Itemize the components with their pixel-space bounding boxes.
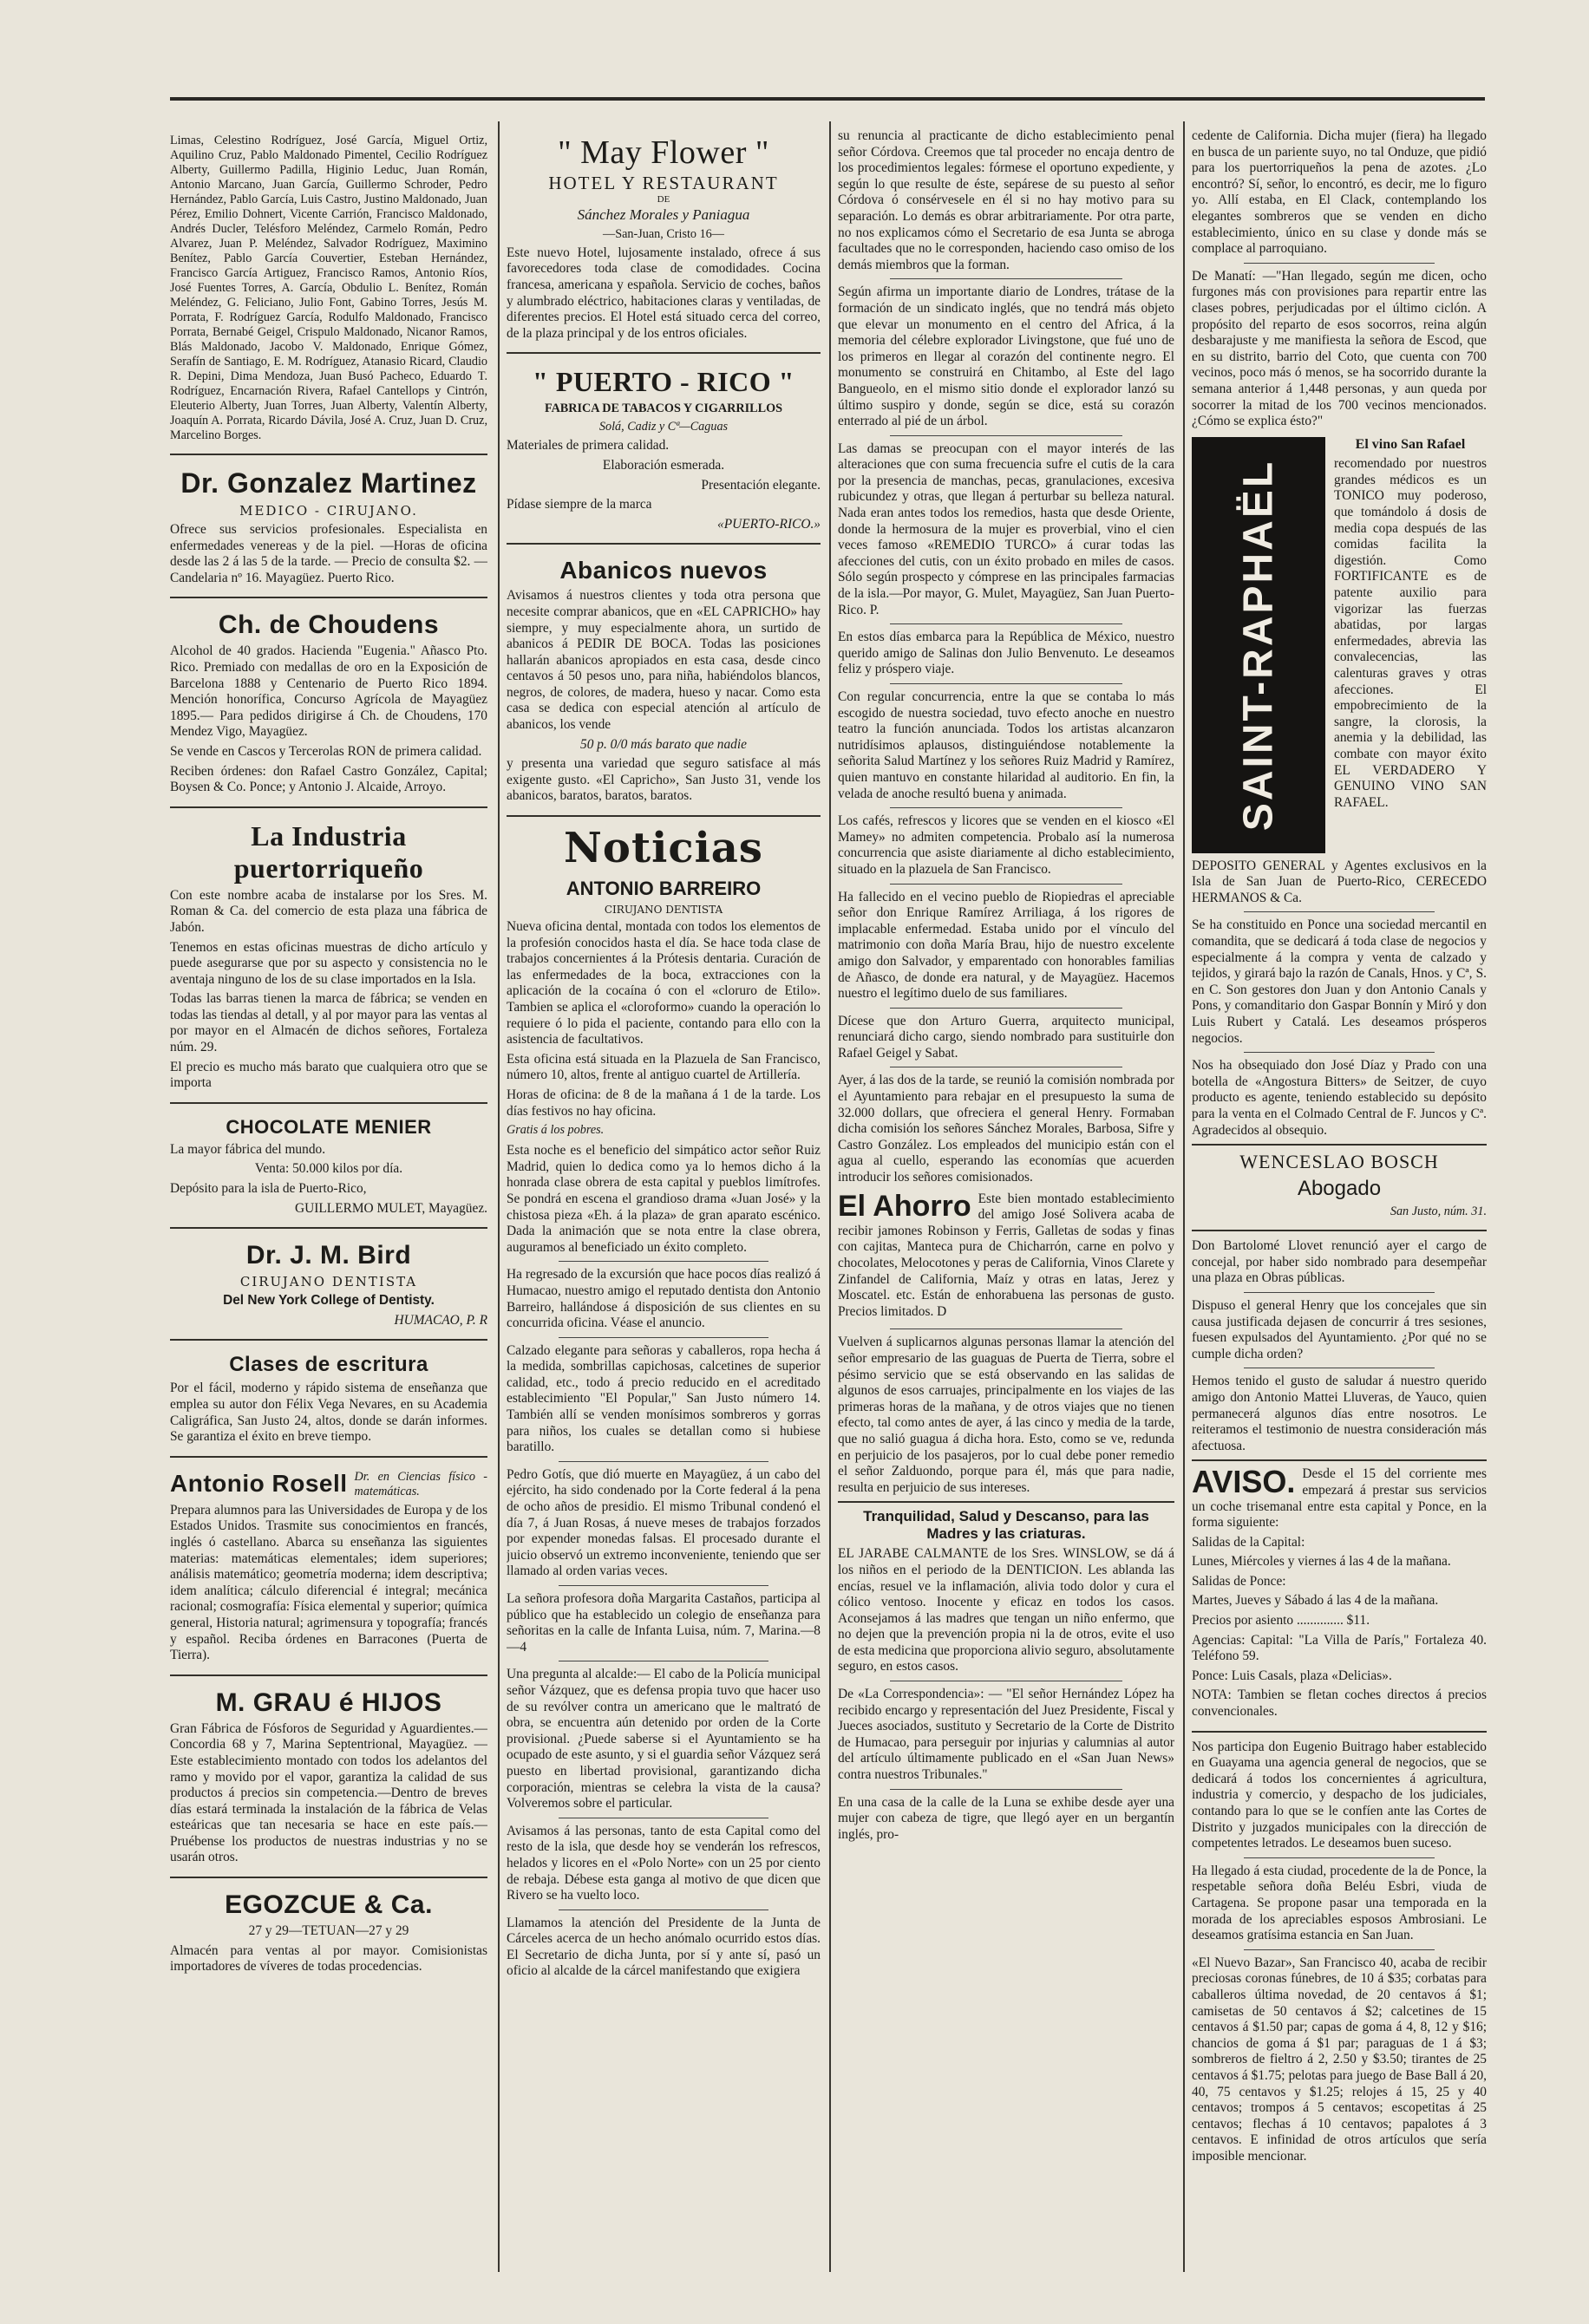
ad-escritura-title: Clases de escritura — [229, 1353, 428, 1377]
names-list-block — [170, 128, 487, 455]
ad-mayflower-dateline: —San-Juan, Cristo 16— — [603, 226, 724, 241]
news-item: La señora profesora doña Margarita Castaños, participa al público que ha establecido un colegio de enseñanza para señoritas en la calle de Infanta Luisa, núm. 7, Marina.—8—4 — [507, 1591, 821, 1655]
ad-aviso-l3: Salidas de Ponce: — [1192, 1573, 1286, 1589]
news-item: Se ha constituido en Ponce una sociedad mercantil en comandita, que se dedicará á toda clase de negocios y especialmente á la compra y venta de calzado y tejidos, y girará bajo la razón de Canals, Hnos. y Cª, S. en C. Son gestores don Juan y don Antonio Canals y Pons, y comanditario don Gaspar Bonnín y Miró y don Luis Rubert y Catalá. Les deseamos prósperos negocios. — [1192, 917, 1487, 1046]
ad-aviso-body: Desde el 15 del corriente mes empezará á prestar sus servicios un coche trisemanal entre esta capital y Ponce, en la forma siguiente: — [1192, 1466, 1487, 1531]
ad-bosch-address: San Justo, núm. 31. — [1390, 1204, 1487, 1219]
ad-rosell — [170, 1465, 487, 1676]
ad-aviso-title: AVISO. — [1192, 1466, 1296, 1500]
ad-rosell-body: Prepara alumnos para las Universidades de Europa y de los Estados Unidos. Trasmite sus conocimientos en francés, inglés ó castellano. Abarca su enseñanza las siguientes materias: matemáticas elementales; idem superiores; análisis matemático; geometría moderna; idem descriptiva; idem analítica; cálculo diferencial é integral; mecánica racional; cosmografía: Física elemental y superior; química general, Historia natural; agrimensura y topografía; francés y español. Reciba órdenes en Barracones (Puerta de Tierra). — [170, 1502, 487, 1663]
news-item: Avisamos á las personas, tanto de esta Capital como del resto de la isla, que desde hoy se venderán los refrescos, helados y licores en el «Polo Norte» con un 25 por ciento de rebaja. Débese esta ganga al motivo de que dicen que Rivero se ha vuelto loco. — [507, 1823, 821, 1903]
ad-mayflower — [507, 128, 821, 354]
ad-choudens-body-3: Reciben órdenes: don Rafael Castro González, Capital; Boysen & Co. Ponce; y Antonio J. Alcaide, Arroyo. — [170, 763, 487, 795]
ad-grau-body: Gran Fábrica de Fósforos de Seguridad y Aguardientes.—Concordia 68 y 7, Marina Septentrional, Mayagüez. — Este establecimiento montado con todos los adelantos del ramo y movido por el vapor, garantiza la calidad de sus productos á precios sin competencia.—Dentro de breves días estará terminada la instalación de la fábrica de Velas esteáricas que tan necesaria se hace en este país.—Pruébense los productos de nuestras industrias y no se usarán otros. — [170, 1720, 487, 1865]
ad-industria — [170, 815, 487, 1104]
ad-abanicos-body: Avisamos á nuestros clientes y toda otra persona que necesite comprar abanicos, que en «EL CAPRICHO» hay siempre, y muy especialmente ahora, un surtido de abanicos á PEDIR DE BOCA. Todas las posiciones hallarán abanicos apropiados en esta casa, desde cinco centavos á 50 pesos uno, para niña, habiéndolos blancos, negros, de colores, de madera, hueso y nacar. Como esta casa se dedica con especial atención al artículo de abanicos, los vende — [507, 588, 821, 733]
ad-abanicos-body-2: y presenta una variedad que seguro satisface al más exigente gusto. «El Capricho», San Justo 31, vende los abanicos, baratos, baratos, baratos. — [507, 756, 821, 804]
news-item: En estos días embarca para la República de México, nuestro querido amigo de Salinas don Julio Benvenuto. Le deseamos feliz y próspero viaje. — [838, 630, 1174, 677]
ad-ahorro-title: El Ahorro — [838, 1191, 971, 1223]
saint-raphael-heading: El vino San Rafael — [1355, 436, 1466, 452]
separator — [890, 623, 1122, 624]
ad-saint-raphael — [1192, 437, 1487, 858]
news-item: Ha regresado de la excursión que hace pocos días realizó á Humacao, nuestro amigo el reputado dentista don Antonio Barreiro, hallándose á disposición de sus clientes en su concurrida oficina. Véase el anuncio. — [507, 1267, 821, 1331]
ad-menier — [170, 1111, 487, 1229]
section-title-noticias: Noticias — [564, 824, 763, 873]
ad-mayflower-title: " May Flower " — [558, 134, 769, 171]
ad-abanicos-italic: 50 p. 0/0 más barato que nadie — [580, 736, 747, 752]
news-item: Don Bartolomé Llovet renunció ayer el cargo de concejal, por haber sido nombrado para desempeñar una plaza en Obras públicas. — [1192, 1238, 1487, 1286]
ad-bird-place: HUMACAO, P. R — [394, 1312, 487, 1328]
column-2 — [507, 128, 821, 2263]
ad-mayflower-de: DE — [657, 193, 670, 205]
column-1 — [170, 128, 487, 2263]
news-item: Los cafés, refrescos y licores que se venden en el kiosco «El Mamey» no admiten competencia. Probalo así la numerosa concurrencia que asiste diariamente al dicho establecimiento, situado en la plazuela de San Francisco. — [838, 813, 1174, 877]
ad-grau-title: M. GRAU é HIJOS — [215, 1688, 442, 1717]
ad-aviso-l5: Precios por asiento .............. $11. — [1192, 1613, 1370, 1629]
ad-escritura-body: Por el fácil, moderno y rápido sistema de enseñanza que emplea su autor don Félix Vega Nevares, en su Academia Caligráfica, San Justo 24, altos, donde se darán informes. Se garantiza el éxito en breve tiempo. — [170, 1381, 487, 1445]
ad-industria-title: La Industria puertorriqueño — [233, 819, 424, 884]
news-item: Esta noche es el beneficio del simpático actor señor Ruiz Madrid, quien lo dedica como ya lo hemos dicho á la honrada clase obrera de esta capital y pueblos limítrofes. Se pondrá en escena el grandioso drama «Juan José» y la chistosa pieza «Eh. á la plaza» de gran aparato escénico. Dada la animación que se nota entre la clase obrera, auguramos al beneficiado un éxito completo. — [507, 1143, 821, 1255]
ad-puertorico-l4: Pídase siempre de la marca — [507, 497, 652, 512]
separator — [890, 807, 1122, 808]
ad-bird — [170, 1236, 487, 1341]
separator — [559, 1337, 768, 1338]
news-item: Pedro Gotís, que dió muerte en Mayagüez, á un cabo del ejército, ha sido condenado por la Corte federal á la pena de ocho años de presidio. El mismo Tribunal condenó el día 7, á Juan Rosas, á nueve meses de trabajos forzados por expender monedas falsas. El procesado durante el juicio observó un extremo inconveniente, teniendo que ser llamado al orden varias veces. — [507, 1466, 821, 1579]
ad-menier-body-1: La mayor fábrica del mundo. — [170, 1141, 326, 1157]
ad-bosch-name: WENCESLAO BOSCH — [1239, 1151, 1439, 1173]
ad-bosch-title: Abogado — [1297, 1177, 1382, 1201]
separator — [1244, 1857, 1435, 1858]
column-rule-3 — [1183, 121, 1185, 2272]
separator — [1244, 911, 1435, 912]
ad-rosell-title: Antonio Rosell — [170, 1469, 348, 1497]
separator — [559, 1461, 768, 1462]
ad-industria-body-2: Tenemos en estas oficinas muestras de dicho artículo y puede asegurarse que por su aspecto y consistencia no le aventaja ninguno de los de su clase importados en la Isla. — [170, 939, 487, 987]
separator — [559, 1585, 768, 1586]
news-item: Ayer, á las dos de la tarde, se reunió la comisión nombrada por el Ayuntamiento para rebajar en el presupuesto la suma de 32.000 dollars, que ofreciera el general Henry. Formaban dicha comisión los señores Sánchez Morales, Barbosa, Sifre y Castro González. Los empleados del municipio están con el agua al cuello, esperando las economías que acuerden introducir los señores comisionados. — [838, 1073, 1174, 1185]
separator — [1244, 1052, 1435, 1053]
ad-menier-body-3: Depósito para la isla de Puerto-Rico, — [170, 1181, 367, 1197]
separator — [890, 1789, 1122, 1790]
separator — [1244, 1949, 1435, 1950]
column-4 — [1192, 128, 1487, 2263]
ad-bosch — [1192, 1144, 1487, 1231]
news-item: Nos ha obsequiado don José Díaz y Prado con una botella de «Angostura Bitters» de Seitzer, de cuyo producto es agente, teniendo establecido su depósito para la venta en el Colmado Central de F. Juncos y Cª. Agradecidos al obsequio. — [1192, 1058, 1487, 1138]
ad-ahorro — [838, 1191, 1174, 1324]
news-item: su renuncia al practicante de dicho establecimiento penal señor Córdova. Creemos que tal proceder no encaja dentro de los procedimientos legales: fórmese el oportuno expediente, y según lo que resulte de éste, sepárese de su puesto al señor Córdova ó consérvesele en él si no hay motivo para su separación. Lo demás es obrar arbitrariamente. Por otra parte, no nos explicamos cómo el Secretario de esa Junta se abroga facultades que no le corresponden, haciendo caso omiso de los demás miembros que la forman. — [838, 128, 1174, 272]
news-item: En una casa de la calle de la Luna se exhibe desde ayer una mujer con cabeza de tigre, que llegó ayer en un bergantín inglés, pro- — [838, 1794, 1174, 1842]
ad-puertorico-title: " PUERTO - RICO " — [533, 366, 794, 398]
ad-industria-body-1: Con este nombre acaba de instalarse por los Sres. M. Roman & Ca. del comercio de esta plaza una fábrica de Jabón. — [170, 887, 487, 935]
ad-mayflower-body: Este nuevo Hotel, lujosamente instalado, ofrece á sus favorecedores toda clase de comodidades. Cocina francesa, americana y española. Servicio de coches, baños y alumbrado eléctrico, habitaciones claras y ventiladas, de diferentes precios. El Hotel está situado cerca del correo, de la plaza principal y de los entros oficiales. — [507, 245, 821, 341]
ad-aviso-l8: NOTA: Tambien se fletan coches directos á precios convencionales. — [1192, 1688, 1487, 1720]
notice-barreiro-sub: CIRUJANO DENTISTA — [604, 904, 723, 917]
news-item: Dispuso el general Henry que los concejales que sin causa justificada dejasen de concurrir á tres sesiones, fuesen expulsados del Ayuntamiento. ¿Por qué no se cumple dicha orden? — [1192, 1297, 1487, 1361]
news-item: cedente de California. Dicha mujer (fiera) ha llegado en busca de un pariente suyo, no tal Onduze, que pidió para los puertorriqueños la pena de azotes. ¿Lo encontró? Sí, señor, lo encontró, es decir, me lo figuro yo. Allí estaba, en El Clack, contemplando los elegantes sombreros que se venden en dicho establecimiento, único en su clase y donde más se complace al parroquiano. — [1192, 128, 1487, 257]
news-item: Ha fallecido en el vecino pueblo de Riopiedras el apreciable señor don Enrique Ramírez Arriliaga, á los rigores de implacable enfermedad. Estaba unido por el vínculo del matrimonio con doña María Brau, hijo de nuestro excelente amigo don Salvador, y emparentado con honorables familias de Añasco, de donde era natural, y de Mayagüez. Hacemos nuestro el legítimo duelo de sus familiares. — [838, 889, 1174, 1002]
separator — [890, 1008, 1122, 1009]
separator — [890, 683, 1122, 684]
ad-choudens-body-1: Alcohol de 40 grados. Hacienda "Eugenia." Añasco Pto. Rico. Premiado con medallas de oro en la Exposición de Barcelona 1888 y Centenario de Puerto Rico 1894. Mención honorífica, Concurso Agrícola de Mayagüez 1895.— Para pedidos dirigirse á Ch. de Choudens, 170 Mendez Vigo, Mayagüez. — [170, 643, 487, 740]
news-item: Nos participa don Eugenio Buitrago haber establecido en Guayama una agencia general de negocios, que se dedicará á todos los concernientes á agricultura, industria y comercio, y despacho de los judiciales, contando para lo que se le confíen ante las Cortes de Distrito y juzgados municipales con la dirección de competentes letrados. Le deseamos buen suceso. — [1192, 1739, 1487, 1851]
ad-choudens-body-2: Se vende en Cascos y Tercerolas RON de primera calidad. — [170, 743, 482, 759]
ad-abanicos-title: Abanicos nuevos — [559, 557, 768, 584]
separator — [890, 884, 1122, 885]
ad-puertorico-sub: FABRICA DE TABACOS Y CIGARRILLOS — [544, 401, 783, 416]
news-item: Dícese que don Arturo Guerra, arquitecto municipal, renunciará dicho cargo, siendo nombrado para sustituirle don Rafael Geigel y Sabat. — [838, 1013, 1174, 1061]
separator — [1244, 263, 1435, 264]
ad-bird-college: Del New York College of Dentisty. — [223, 1293, 435, 1309]
ad-aviso-l6: Agencias: Capital: "La Villa de París," Fortaleza 40. Teléfono 59. — [1192, 1632, 1487, 1664]
ad-aviso — [1192, 1459, 1487, 1732]
ad-puertorico-l1: Materiales de primera calidad. — [507, 438, 670, 454]
news-item: Las damas se preocupan con el mayor interés de las alteraciones que con suma frecuencia sufre el cutis de la cara por la presencia de manchas, pecas, granulaciones, excesiva rubicundez y otras, que llegan á perturbar su belleza natural. Nada eran antes todos los remedios, hasta que desde Oriente, donde la hermosura de la mujer es proverbial, vino el cien veces famoso «REMEDIO TURCO» á curar todas las afecciones del cutis, con un éxito probado en miles de casos. Sólo según prospecto y cómprese en las principales farmacias de la isla.—Por mayor, G. Mulet, Mayagüez, San Juan Puerto-Rico. P. — [838, 441, 1174, 617]
news-item: «El Nuevo Bazar», San Francisco 40, acaba de recibir preciosas coronas fúnebres, de 10 á $35; corbatas para caballeros última novedad, de 20 centavos á $1; camisetas de 50 centavos á $2; calcetines de 15 centavos á $1.50 par; capas de goma á 4, 8, 12 y $16; chancios de goma á $1 par; paraguas de 1 á $3; sombreros de fieltro á 2, 2.50 y $3.50; tirantes de 25 centavos á $1.75; pelotas para juego de Base Ball á 20, 40, 75 centavos y $1.25; relojes á 15, 25 y 40 centavos; trompos á 5 centavos; escopetitas á 25 centavos; flechas á 10 centavos; papalotes á 3 centavos. E infinidad de otros artículos que sería imposible mencionar. — [1192, 1955, 1487, 2164]
ad-aviso-l1: Salidas de la Capital: — [1192, 1534, 1305, 1550]
notice-barreiro-title: ANTONIO BARREIRO — [566, 878, 762, 900]
news-item: Con regular concurrencia, entre la que se contaba lo más escogido de nuestra sociedad, tuvo efecto anoche en nuestro teatro la función anunciada. Todos los artistas alcanzaron nutridísimos aplausos, distinguiéndose notablemente la señorita Salud Martínez y los señores Ruiz Madrid y Ramírez, quien mantuvo en constante hilaridad al auditorio. En fin, la velada de anoche resultó buena y animada. — [838, 689, 1174, 801]
ad-mayflower-hotel: HOTEL Y RESTAURANT — [548, 173, 779, 193]
notice-barreiro-body-1: Nueva oficina dental, montada con todos los elementos de la profesión conocidos hasta el día. Se hace toda clase de trabajos concernientes á la Prótesis dentaria. Curación de las enfermedades de la boca, extracciones con la aplicación de la cocaína ó con el «cloruro de Etilo». Tambien se aplica el «cloroformo» cuando la operación lo requiere ó lo pida el paciente, contando para ello con la asistencia de facultativos. — [507, 919, 821, 1048]
saint-raphael-body: recomendado por nuestros grandes médicos es un TONICO muy poderoso, que tomándolo á dosis de media copa después de las comidas facilita la digestión. Como FORTIFICANTE es de patente auxilio para vigorizar las fuerzas abatidas, por largas enfermedades, abrevia las convalecencias, las calenturas graves y otras afecciones. El empobrecimiento de la sangre, la clorosis, la anemia y la debilidad, las combate con mayor éxito EL VERDADERO Y GENUINO VINO SAN RAFAEL. — [1334, 456, 1487, 810]
news-item: De «La Correspondencia»: — "El señor Hernández López ha recibido encargo y representación del Juez Presidente, Fiscal y Jueces asociados, sustituto y Secretario de la Corte de Distrito de Humacao, para perseguir por injurias y calumnias al autor del artículo últimamente publicado en el «San Juan News» contra nuestros Tribunales." — [838, 1687, 1174, 1783]
ad-aviso-l2: Lunes, Miércoles y viernes á las 4 de la mañana. — [1192, 1554, 1451, 1570]
ad-menier-title: CHOCOLATE MENIER — [226, 1115, 432, 1138]
ad-escritura — [170, 1348, 487, 1457]
ad-puertorico — [507, 361, 821, 545]
saint-raphael-deposit: DEPOSITO GENERAL y Agentes exclusivos en la Isla de San Juan de Puerto-Rico, CERECEDO HERMANOS & Ca. — [1192, 858, 1487, 905]
news-item: Vuelven á suplicarnos algunas personas llamar la atención del señor empresario de las guaguas de Puerta de Tierra, sobre el pésimo servicio que se está observando en las salidas de algunos de esos carruajes, principalmente en los viajes de las primeras horas de la mañana, y de otros viajes que no tienen efecto, tal como antes de ayer, á las cinco y media de la tarde, que no salió guagua á dicha hora. Esto, como se ve, redunda en perjuicio de los pasajeros, por lo cual debe poner remedio el señor Zalduondo, porque para él, más que para nadie, resulta en perjuicio de sus intereses. — [838, 1335, 1174, 1495]
ad-tranquilidad — [838, 1501, 1174, 1675]
news-item: De Manatí: —"Han llegado, según me dicen, ocho furgones más con provisiones para repartir entre las clases pobres, perjudicadas por el último ciclón. A propósito del reparto de esos socorros, reina algún desbarajuste y me manifiesta la señora de Escod, que en su distrito, barrio del Coto, que cuenta con 700 vecinos, poco más ó menos, se ha socorrido durante la semana anterior á 1,448 personas, y aun queda por socorrer la mitad de los 700 vecinos mencionados. ¿Cómo se explica ésto?" — [1192, 268, 1487, 429]
ad-tranquilidad-body: EL JARABE CALMANTE de los Sres. WINSLOW, se dá á los niños en el periodo de la DENTICION. Les ablanda las encías, resuel ve la inflamación, alivia todo dolor y cura el cólico ventoso. Inocente y eficaz en todos los casos. Aconsejamos á las madres que tengan un niño enfermo, que no dejen que la prevención propia ni la de otros, evite el uso de esta medicina que proporciona alivio seguro, absolutamente seguro, en estos casos. — [838, 1546, 1174, 1674]
notice-barreiro-body-2: Esta oficina está situada en la Plazuela de San Francisco, número 10, altos, frente al antiguo cuartel de Artillería. — [507, 1051, 821, 1083]
ad-gonzalez — [170, 462, 487, 598]
ad-choudens-title: Ch. de Choudens — [218, 610, 440, 640]
ad-abanicos — [507, 552, 821, 817]
ad-egozcue-body: Almacén para ventas al por mayor. Comisionistas importadores de víveres de todas procedencias. — [170, 1942, 487, 1975]
names-list: Limas, Celestino Rodríguez, José García, Miguel Ortiz, Aquilino Cruz, Pablo Maldonado Pimentel, Cecilio Rodríguez Alberty, Guillermo Padilla, Higinio Leduc, Juan Román, Antonio Marcano, Juan García, Guillermo Schroder, Pedro Hernández, Pablo García, Luis Castro, Justino Maldonado, Juan Pérez, Emilio Dohnert, Vicente Carrión, Francisco Maldonado, Andrés Ducler, Telésforo Meléndez, Carmelo Román, Pedro Alvarez, Juan P. Meléndez, Salvador Rodríguez, Maximino Benítez, Pablo García Couvertier, Esteban Hernández, Francisco García Artiguez, Francisco Ramos, Antonio Ríos, José Fuentes Torres, A. García, Obdulio L. Benítez, Román Meléndez, G. Feliciano, Julio Font, Gabino Torres, Jesús M. Porrata, F. Rodríguez García, Rodulfo Maldonado, Francisco Porrata, Bernabé Geigel, Crispulo Maldonado, Nicanor Ramos, Blás Maldonado, Jacobo V. Maldonado, Enrique Gómez, Serafín de Santiago, E. M. Rodríguez, Atanasio Ricard, Claudio R. Depini, Dima Mendoza, Juan Busó Pacheco, Eduardo T. Rodríguez, Encarnación Rivera, Rafael Cantellops y Cintrón, Eleuterio Alberty, Juan Torres, Juan Alberty, Valentín Alberty, Joaquín A. Porrata, Ricardo Dávila, José A. Cruz, Juan D. Cruz, Marcelino Borges. — [170, 134, 487, 442]
separator — [890, 278, 1122, 279]
ad-gonzalez-title: Dr. Gonzalez Martinez — [180, 467, 477, 499]
ad-menier-sign: GUILLERMO MULET, Mayagüez. — [295, 1200, 487, 1216]
separator — [559, 1909, 768, 1910]
column-rule-1 — [498, 121, 500, 2272]
ad-grau — [170, 1683, 487, 1878]
notice-barreiro-body-3: Horas de oficina: de 8 de la mañana á 1 de la tarde. Los días festivos no hay oficina. — [507, 1087, 821, 1119]
ad-industria-body-4: El precio es mucho más barato que cualquiera otro que se importa — [170, 1059, 487, 1091]
separator — [1244, 1292, 1435, 1293]
ad-choudens — [170, 605, 487, 807]
separator — [890, 435, 1122, 436]
separator — [890, 1328, 1122, 1329]
ad-egozcue-address: 27 y 29—TETUAN—27 y 29 — [248, 1923, 409, 1939]
ad-gonzalez-body: Ofrece sus servicios profesionales. Especialista en enfermedades venereas y de la piel. —Horas de oficina desde las 2 á las 5 de la tarde. — Precio de consulta $2. — Candelaria nº 16. Mayagüez. Puerto Rico. — [170, 522, 487, 585]
news-item: Una pregunta al alcalde:— El cabo de la Policía municipal señor Vázquez, que es defensa propia tuvo que hacer uso de su revólver contra un americano que le maltrató de obra, se encuentra aún detenido por orden de la Corte provisional. ¿Puede saberse si el Ayuntamiento se ha ocupado de este asunto, y si el guardia señor Vázquez será puesto en libertad provisional, garantizando dicha corporación, mientras se celebra la vista de la causa? Volveremos sobre el particular. — [507, 1667, 821, 1812]
notice-barreiro-gratis: Gratis á los pobres. — [507, 1123, 605, 1138]
saint-raphael-banner — [1192, 437, 1325, 853]
news-item: Según afirma un importante diario de Londres, trátase de la formación de un sindicato inglés, que no tendrá más objeto que elevar un monumento en el centro del Africa, á la memoria del célebre explorador Livingstone, que fué uno de los primeros en llegar al corazón del continente negro. El monumento se construirá en Chitambo, al Este del lago Bangueolo, en el mismo sitio donde el explorador lanzó su último suspiro y donde, según se dice, está su corazón enterrado al pié de un árbol. — [838, 284, 1174, 429]
ad-gonzalez-subtitle: MEDICO - CIRUJANO. — [239, 503, 418, 519]
ad-puertorico-l2: Elaboración esmerada. — [602, 457, 725, 473]
ad-puertorico-l3: Presentación elegante. — [701, 477, 821, 493]
top-rule — [170, 97, 1485, 101]
ad-egozcue — [170, 1885, 487, 1986]
separator — [559, 1261, 768, 1262]
ad-ahorro-body: Este bien montado establecimiento del amigo José Solivera acaba de recibir jamones Robinson y Ferris, Galletas de sodas y finas con cajitas, Manteca pura de Chicharrón, carne en polvo y chocolates, Melocotones y peras de California, Vinos Clarete y Zinfandel de California, Maíz y otras en latas, Jerez y Moscatel. etc. Están de enhorabuena las personas de gusto. Precios limitados. D — [838, 1191, 1174, 1319]
ad-rosell-aside: Dr. en Ciencias físico - matemáticas. — [354, 1469, 487, 1498]
news-item: Hemos tenido el gusto de saludar á nuestro querido amigo don Antonio Mattei Lluveras, de Yauco, quien permanecerá algunos días entre nosotros. Le reiteramos el testimonio de nuestra consideración más afectuosa. — [1192, 1374, 1487, 1453]
ad-mayflower-owners: Sánchez Morales y Paniagua — [577, 206, 750, 224]
ad-bird-title: Dr. J. M. Bird — [245, 1241, 412, 1270]
news-item: Calzado elegante para señoras y caballeros, ropa hecha á la medida, sombrillas capichosas, calcetines de superior calidad, etc., todo á precio reducido en el acreditado establecimiento "El Popular," San Justo número 14. También allí se venden monísimos sombreros y gorras para niños, los cuales se detallan como si hubiese baratillo. — [507, 1342, 821, 1455]
notice-barreiro — [507, 878, 821, 1138]
ad-aviso-l4: Martes, Jueves y Sábado á las 4 de la mañana. — [1192, 1593, 1439, 1609]
ad-puertorico-brand: «PUERTO-RICO.» — [717, 516, 821, 532]
ad-aviso-l7: Ponce: Luis Casals, plaza «Delicias». — [1192, 1668, 1392, 1683]
ad-tranquilidad-title: Tranquilidad, Salud y Descanso, para las Madres y las criaturas. — [863, 1508, 1149, 1543]
ad-puertorico-sub2: Solá, Cadiz y Cª—Caguas — [598, 420, 729, 434]
news-item: Ha llegado á esta ciudad, procedente de la de Ponce, la respetable señora doña Beléu Esbri, viuda de Cartagena. Se propone pasar una temporada en la morada de los apreciables esposos Ambrosiani. Le deseamos gratísima estancia en San Juan. — [1192, 1863, 1487, 1943]
news-item: Llamamos la atención del Presidente de la Junta de Cárceles acerca de un hecho anómalo ocurrido estos días. El Secretario de dicha Junta, por sí y ante sí, pasó un oficio al alcalde de la cárcel manifestando que exigiera — [507, 1915, 821, 1979]
column-3 — [838, 128, 1174, 2263]
column-rule-2 — [829, 121, 831, 2272]
ad-bird-sub: CIRUJANO DENTISTA — [239, 1274, 418, 1290]
saint-raphael-label: SAINT-RAPHAËL — [1235, 459, 1282, 831]
ad-egozcue-title: EGOZCUE & Ca. — [225, 1890, 433, 1920]
ad-industria-body-3: Todas las barras tienen la marca de fábrica; se venden en todas las tiendas al detall, y al por mayor para las ventas al por mayor en el Almacén de dichos señores, Fortaleza núm. 29. — [170, 991, 487, 1055]
ad-menier-body-2: Venta: 50.000 kilos por día. — [254, 1161, 403, 1177]
